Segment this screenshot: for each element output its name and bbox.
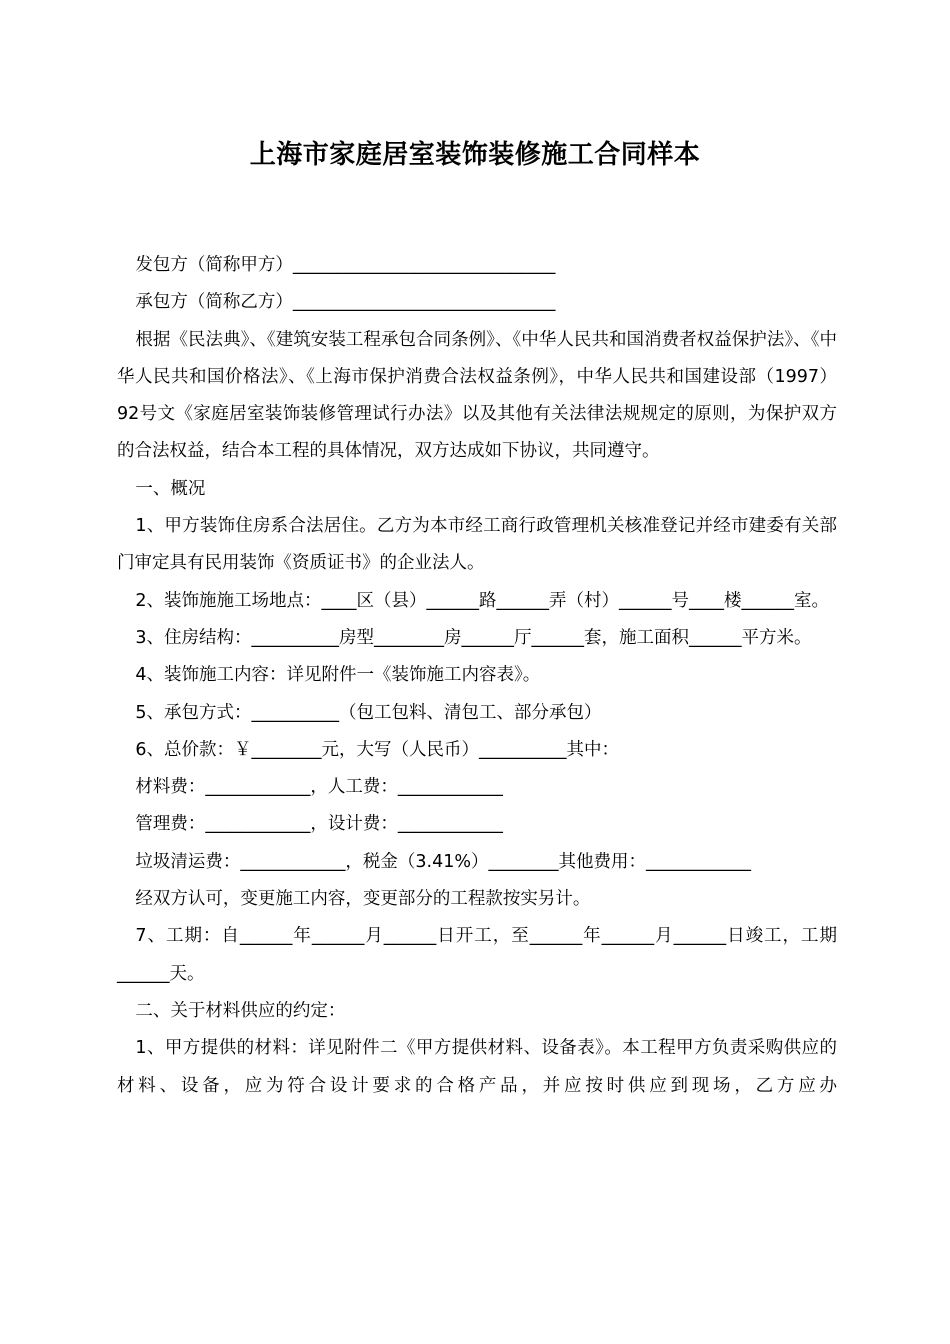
clause-materials-1: 1、甲方提供的材料：详见附件二《甲方提供材料、设备表》。本工程甲方负责采购供应的材料、设备，应为符合设计要求的合格产品，并应按时供应到现场，乙方应办 — [117, 1038, 837, 1096]
change-note: 经双方认可，变更施工内容，变更部分的工程款按实另计。 — [135, 889, 591, 910]
contract-body — [117, 247, 837, 1105]
party-a-line: 发包方（简称甲方）______________________________ — [135, 255, 556, 275]
clause-5-contract-method: 5、承包方式：__________（包工包料、清包工、部分承包） — [135, 702, 602, 723]
party-b-line: 承包方（简称乙方）______________________________ — [135, 292, 556, 313]
clause-7-schedule: 7、工期：自______年______月______日开工，至______年______月______日竣工，工期______天。 — [117, 926, 837, 984]
document-title: 上海市家庭居室装饰装修施工合同样本 — [249, 140, 701, 170]
clause-2-site-address: 2、装饰施施工场地点：____区（县）______路______弄（村）______号____楼______室。 — [135, 590, 830, 611]
clause-1-residence: 1、甲方装饰住房系合法居住。乙方为本市经工商行政管理机关核准登记并经市建委有关部门审定具有民用装饰《资质证书》的企业法人。 — [117, 516, 837, 574]
clause-3-structure: 3、住房结构：__________房型________房______厅______套，施工面积______平方米。 — [135, 627, 812, 648]
section-heading-materials: 二、关于材料供应的约定： — [135, 1000, 346, 1021]
fee-line-garbage-tax-other: 垃圾清运费：____________，税金（3.41%）________其他费用：____________ — [135, 851, 751, 872]
fee-line-material-labor: 材料费：____________，人工费：____________ — [135, 777, 503, 798]
fee-line-management-design: 管理费：____________，设计费：____________ — [135, 814, 503, 835]
preamble-paragraph: 根据《民法典》、《建筑安装工程承包合同条例》、《中华人民共和国消费者权益保护法》、《中华人民共和国价格法》、《上海市保护消费合法权益条例》，中华人民共和国建设部（1997）92号文《家庭居室装饰装修管理试行办法》以及其他有关法律法规规定的原则，为保护双方的合法权益，结合本工程的具体情况，双方达成如下协议，共同遵守。 — [117, 329, 837, 462]
clause-4-content: 4、装饰施工内容：详见附件一《装饰施工内容表》。 — [135, 665, 541, 686]
clause-6-total-price: 6、总价款：￥________元，大写（人民币）__________其中： — [135, 739, 620, 760]
section-heading-overview: 一、概况 — [135, 478, 206, 499]
